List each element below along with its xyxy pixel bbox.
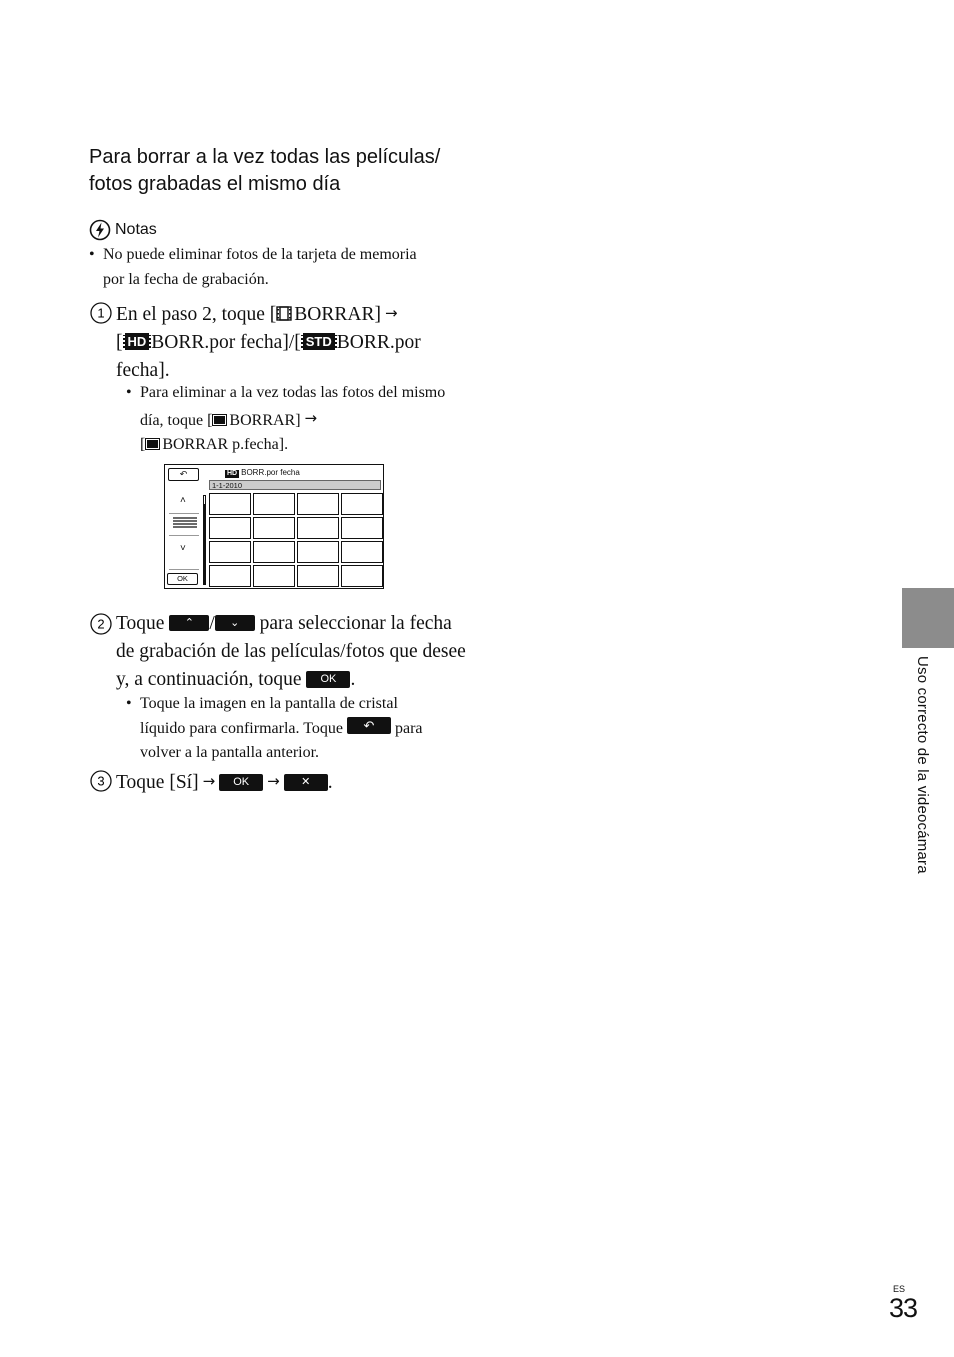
screen-thumbnail-grid	[209, 493, 383, 587]
svg-text:1: 1	[97, 305, 105, 321]
step-2-text: Toque ⌃ / ⌄ para seleccionar la fecha de grabación de las películas/fotos que desee y, a continuación, toque OK .	[116, 613, 466, 690]
screen-up-icon[interactable]: ˄	[180, 495, 186, 506]
screen-back-button[interactable]: ↶	[168, 468, 199, 481]
thumbnail-cell[interactable]	[297, 517, 339, 539]
step-number-2-icon	[89, 613, 113, 635]
thumbnail-cell[interactable]	[253, 541, 295, 563]
step-number-3-icon	[89, 770, 113, 792]
arrow-icon: →	[267, 772, 280, 790]
svg-text:2: 2	[97, 616, 105, 632]
scroll-up-button-icon: ⌃	[169, 615, 209, 631]
svg-text:3: 3	[97, 773, 105, 789]
screen-ok-button[interactable]: OK	[167, 573, 198, 585]
notes-header	[89, 218, 157, 242]
screen-side-panel	[169, 493, 199, 583]
screen-hd-badge-icon: HD	[227, 470, 238, 477]
thumbnail-cell[interactable]	[341, 493, 383, 515]
step-1-text: En el paso 2, toque [ BORRAR] → [ HD BORR.por fecha]/[ STD BORR.por fecha].	[116, 299, 459, 385]
step-2	[89, 610, 469, 694]
section-heading: Para borrar a la vez todas las películas/ fotos grabadas el mismo día	[89, 146, 441, 195]
thumbnail-cell[interactable]	[297, 541, 339, 563]
screen-scroll-thumb[interactable]	[203, 495, 206, 505]
thumbnail-cell[interactable]	[297, 565, 339, 587]
arrow-icon: →	[304, 408, 318, 427]
photo-icon	[212, 414, 227, 426]
scroll-down-button-icon: ⌄	[215, 615, 255, 631]
side-tab-label: Uso correcto de la videocámara	[914, 656, 931, 874]
step-3-text: Toque [Sí] → OK → ✕ .	[116, 767, 333, 797]
page-language: ES	[893, 1284, 906, 1294]
thumbnail-cell[interactable]	[253, 517, 295, 539]
step-1-note	[126, 381, 446, 458]
screen-down-icon[interactable]: ˅	[180, 543, 186, 554]
movie-icon	[276, 306, 292, 321]
divider	[169, 535, 199, 536]
arrow-icon: →	[202, 772, 216, 790]
note-text: No puede eliminar fotos de la tarjeta de memoria por la fecha de grabación.	[103, 246, 417, 288]
back-button-icon: ↶	[347, 717, 391, 734]
page-number: 33	[889, 1293, 918, 1323]
notes-label: Notas	[115, 221, 157, 238]
step-1	[89, 299, 459, 385]
thumbnail-cell[interactable]	[209, 541, 251, 563]
step-2-note-text: Toque la imagen en la pantalla de cristal líquido para confirmarla. Toque ↶ para volver a la pantalla anterior.	[140, 695, 423, 761]
bullet: •	[126, 384, 132, 401]
divider	[169, 513, 199, 514]
thumbnail-cell[interactable]	[341, 565, 383, 587]
ok-button-icon: OK	[306, 671, 350, 688]
thumbnail-cell[interactable]	[209, 493, 251, 515]
thumbnail-cell[interactable]	[253, 565, 295, 587]
screen-list-icon[interactable]	[173, 517, 197, 529]
screen-scrollbar[interactable]	[203, 495, 206, 585]
screen-illustration	[164, 464, 384, 589]
thumbnail-cell[interactable]	[341, 517, 383, 539]
screen-title: HD BORR.por fecha	[227, 468, 300, 477]
photo-icon	[145, 438, 160, 450]
thumbnail-cell[interactable]	[253, 493, 295, 515]
ok-button-icon: OK	[219, 774, 263, 791]
note-item	[89, 242, 419, 292]
bullet: •	[126, 695, 132, 712]
step-1-note-text: Para eliminar a la vez todas las fotos del mismo día, toque [ BORRAR] → [ BORRAR p.fecha].	[140, 384, 446, 453]
arrow-icon: →	[384, 304, 398, 322]
hd-badge-icon: HD	[123, 333, 152, 350]
step-number-1-icon	[89, 302, 113, 324]
divider	[169, 569, 199, 570]
side-tab-marker	[902, 588, 954, 648]
step-2-note	[126, 692, 446, 766]
thumbnail-cell[interactable]	[209, 565, 251, 587]
thumbnail-cell[interactable]	[341, 541, 383, 563]
thumbnail-cell[interactable]	[209, 517, 251, 539]
thumbnail-cell[interactable]	[297, 493, 339, 515]
close-button-icon: ✕	[284, 774, 328, 791]
std-badge-icon: STD	[301, 333, 337, 350]
step-3	[89, 767, 469, 797]
notes-warning-icon	[89, 219, 111, 241]
screen-date-bar: 1-1-2010	[209, 480, 381, 490]
bullet: •	[89, 246, 95, 263]
